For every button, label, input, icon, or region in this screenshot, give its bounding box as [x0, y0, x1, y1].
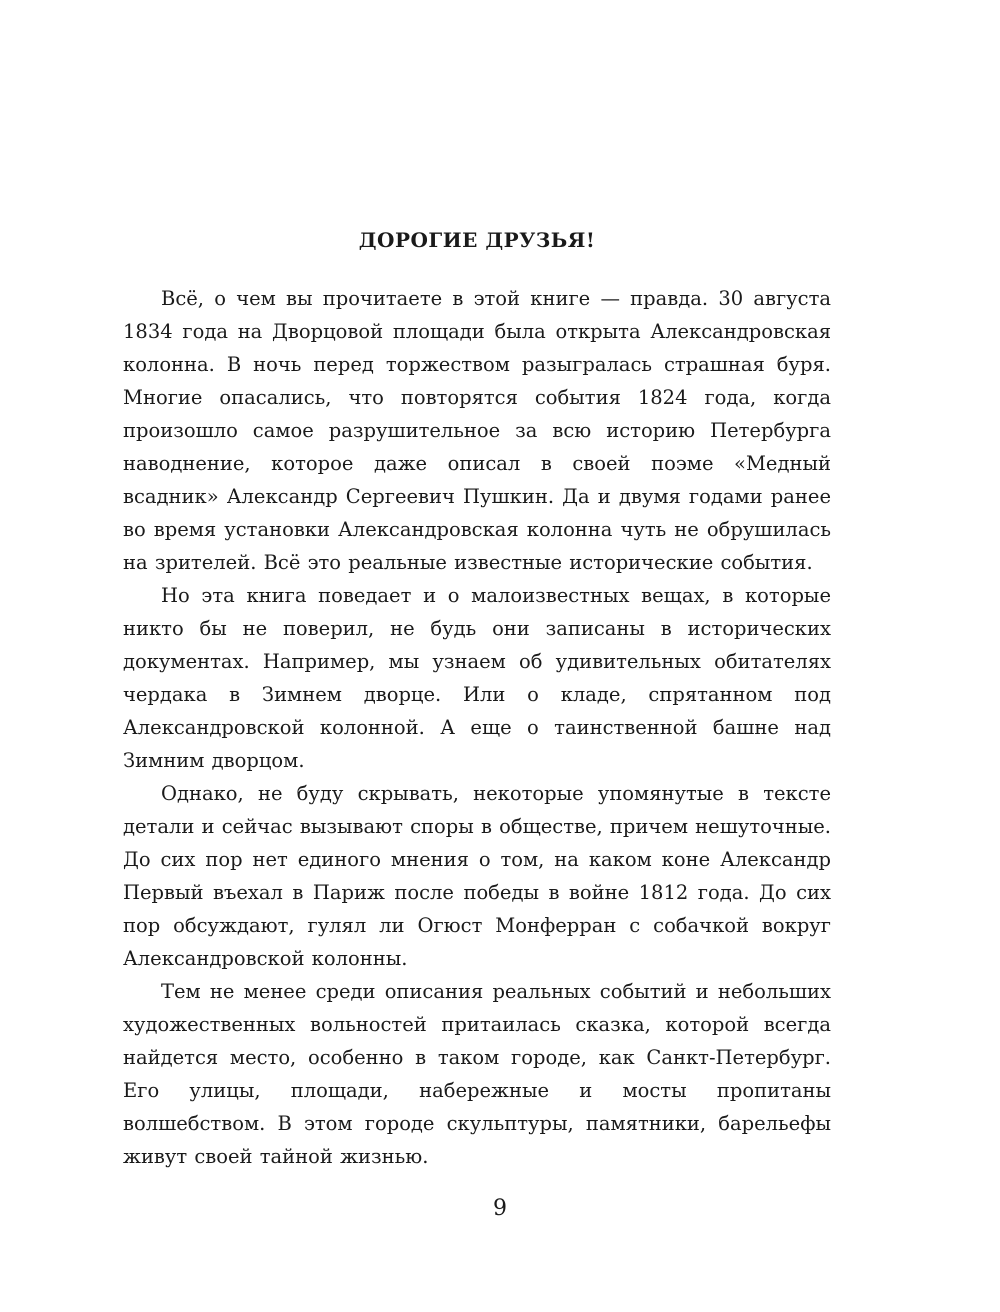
paragraph: Однако, не буду скрывать, некоторые упомянутые в тексте детали и сейчас вызывают споры в обществе, причем нешуточные. До сих пор нет единого мнения о том, на каком коне Александр Первый въехал в Париж после победы в войне 1812 года. До сих пор обсуждают, гулял ли Огюст Монферран с собачкой вокруг Александровской колонны.: [123, 782, 831, 970]
page-number: 9: [493, 1196, 507, 1221]
paragraph: Но эта книга поведает и о малоизвестных вещах, в которые никто бы не поверил, не будь они записаны в исторических документах. Например, мы узнаем об удивительных обитателях чердака в Зимнем дворце. Или о кладе, спрятанном под Александровской колонной. А еще о таинственной башне над Зимним дворцом.: [123, 584, 831, 772]
chapter-heading: ДОРОГИЕ ДРУЗЬЯ!: [358, 228, 596, 252]
text-block: [123, 228, 831, 1173]
paragraph: Тем не менее среди описания реальных событий и небольших художественных вольностей притаилась сказка, которой всегда найдется место, особенно в таком городе, как Санкт-Петербург. Его улицы, площади, набережные и мосты пропитаны волшебством. В этом городе скульптуры, памятники, барельефы живут своей тайной жизнью.: [123, 980, 831, 1168]
paragraph: Всё, о чем вы прочитаете в этой книге — правда. 30 августа 1834 года на Дворцовой площади была открыта Александровская колонна. В ночь перед торжеством разыгралась страшная буря. Многие опасались, что повторятся события 1824 года, когда произошло самое разрушительное за всю историю Петербурга наводнение, которое даже описал в своей поэме «Медный всадник» Александр Сергеевич Пушкин. Да и двумя годами ранее во время установки Александровская колонна чуть не обрушилась на зрителей. Всё это реальные известные исторические события.: [123, 287, 831, 574]
